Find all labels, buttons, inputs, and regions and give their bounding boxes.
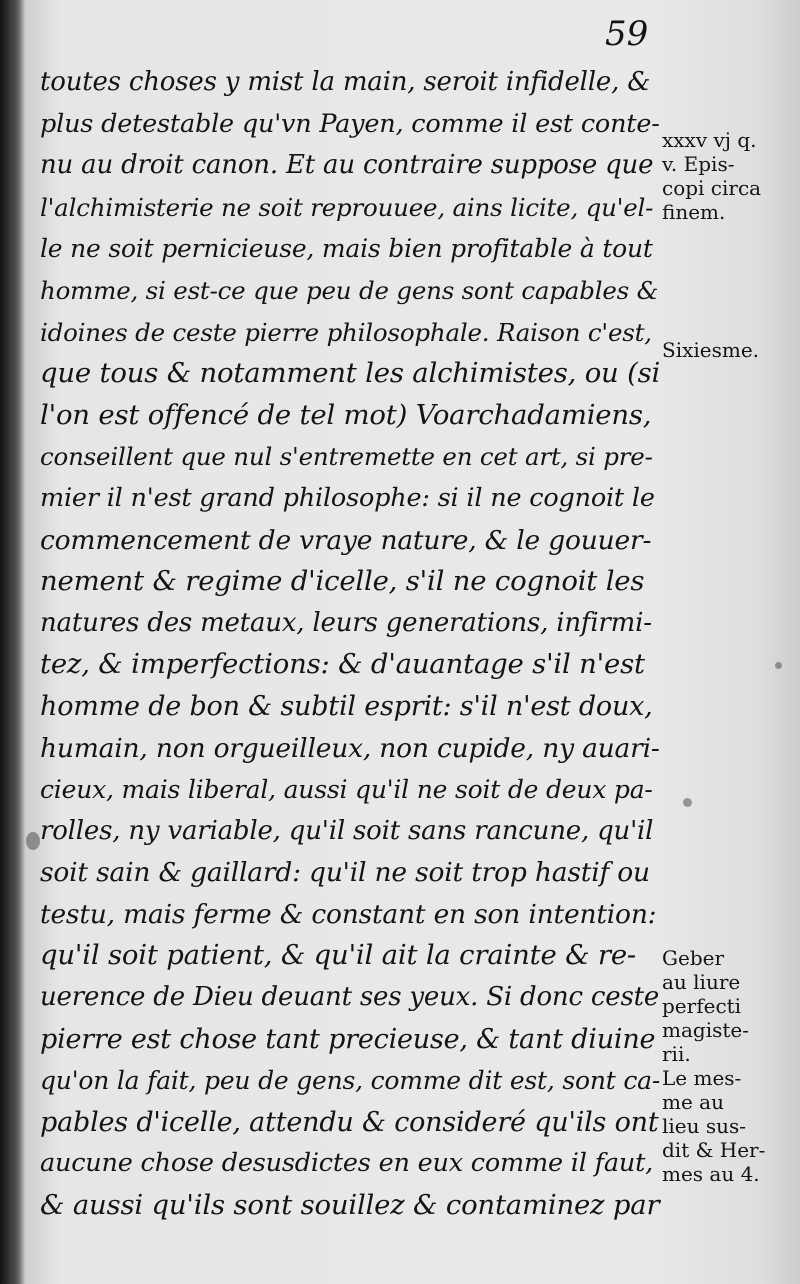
margin-note-line: dit & Her- [662,1138,766,1162]
ink-spot [775,662,782,669]
text-line: & aussi qu'ils sont souillez & contaminez par [40,1189,660,1222]
text-line: uerence de Dieu deuant ses yeux. Si donc ceste [40,982,660,1013]
text-line: l'alchimisterie ne soit reprouuee, ains licite, qu'el- [40,192,654,222]
text-line: soit sain & gaillard: qu'il ne soit trop hastif ou [40,857,650,889]
margin-note-line: Geber [662,946,725,970]
text-line: idoines de ceste pierre philosophale. Raison c'est, [40,317,652,347]
text-line: rolles, ny variable, qu'il soit sans rancune, qu'il [40,815,654,846]
text-line: testu, mais ferme & constant en son intention: [40,898,657,930]
text-line: pables d'icelle, attendu & consideré qu'ils ont [40,1106,659,1138]
margin-note-line: mes au 4. [662,1162,760,1186]
margin-note-line: Sixiesme. [662,338,760,362]
text-line: nement & regime d'icelle, s'il ne cognoit les [40,565,645,598]
text-line: qu'il soit patient, & qu'il ait la crainte & re- [40,939,637,972]
margin-note-line: rii. [662,1042,691,1066]
text-line: humain, non orgueilleux, non cupide, ny auari- [40,732,660,764]
text-line: plus detestable qu'vn Payen, comme il est conte- [40,108,660,139]
margin-note-geber-reference [662,946,798,1186]
body-text [40,62,660,1227]
margin-note-line: me au [662,1090,724,1114]
margin-note-line: xxxv vj q. [662,128,757,152]
text-line: qu'on la fait, peu de gens, comme dit est, sont ca- [40,1066,661,1096]
margin-note-line: v. Epis- [662,152,735,176]
text-line: pierre est chose tant precieuse, & tant diuine [40,1023,656,1055]
ink-spot [683,798,692,807]
ink-spot [26,832,40,850]
margin-note-line: lieu sus- [662,1114,747,1138]
text-line: mier il n'est grand philosophe: si il ne cognoit le [40,482,655,513]
margin-note-line: copi circa [662,176,762,200]
text-line: aucune chose desusdictes en eux comme il faut, [40,1148,654,1179]
text-line: cieux, mais liberal, aussi qu'il ne soit de deux pa- [40,775,653,805]
margin-note-line: Le mes- [662,1066,742,1090]
margin-note-canon-reference [662,128,798,224]
margin-note-line: au liure [662,970,741,994]
text-line: l'on est offencé de tel mot) Voarchadamiens, [40,398,652,431]
text-line: conseillent que nul s'entremette en cet art, si pre- [40,442,653,472]
text-line: nu au droit canon. Et au contraire suppose que [40,150,654,181]
binding-shadow [0,0,24,1284]
page-number: 59 [605,14,649,54]
margin-note-line: finem. [662,200,726,224]
text-line: que tous & notamment les alchimistes, ou (si [40,357,661,390]
text-line: toutes choses y mist la main, seroit infidelle, & [40,67,651,97]
text-line: natures des metaux, leurs generations, infirmi- [40,607,652,638]
text-line: tez, & imperfections: & d'auantage s'il n'est [40,648,645,681]
text-line: homme, si est-ce que peu de gens sont capables & [40,275,659,305]
margin-note-line: magiste- [662,1018,749,1042]
text-line: commencement de vraye nature, & le gouuer- [40,524,652,556]
margin-note-line: perfecti [662,994,742,1018]
text-line: homme de bon & subtil esprit: s'il n'est doux, [40,690,653,722]
text-line: le ne soit pernicieuse, mais bien profitable à tout [40,234,653,264]
margin-note-sixiesme [662,338,798,362]
